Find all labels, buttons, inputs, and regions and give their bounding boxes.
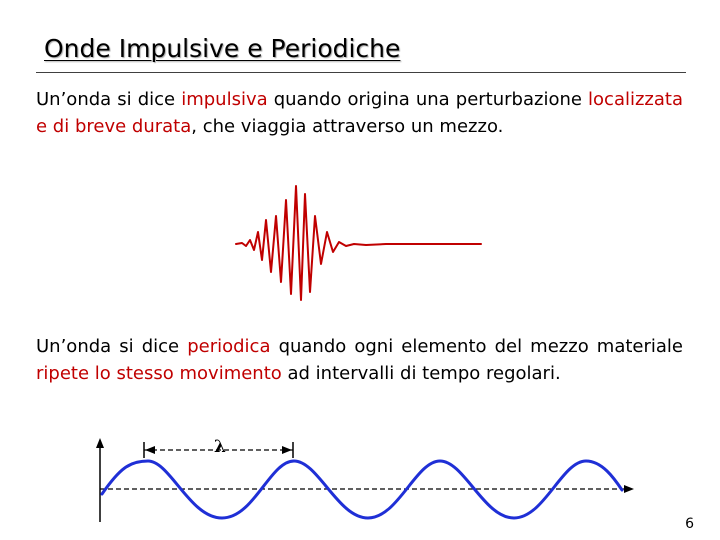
- highlight-phrase-localized: localizzata e di breve durata: [36, 89, 683, 137]
- slide-title: Onde Impulsive e Periodiche: [44, 34, 401, 63]
- wavelength-label: λ: [214, 437, 226, 457]
- paragraph-text: quando origina una perturbazione: [267, 89, 589, 110]
- impulsive-wave-paragraph: [36, 86, 683, 140]
- title-divider: [36, 72, 686, 73]
- wavelength-arrowhead-left-icon: [145, 446, 155, 454]
- periodic-wave-paragraph: [36, 333, 683, 387]
- highlight-term-periodica: periodica: [187, 336, 271, 357]
- highlight-term-impulsiva: impulsiva: [181, 89, 268, 110]
- x-axis-arrowhead-icon: [624, 485, 634, 493]
- impulse-wave-curve: [236, 186, 481, 300]
- paragraph-text: ad intervalli di tempo regolari.: [281, 363, 561, 384]
- highlight-phrase-repeats: ripete lo stesso movimento: [36, 363, 282, 384]
- y-axis-arrowhead-icon: [96, 438, 104, 448]
- page-number: 6: [685, 516, 694, 532]
- periodic-wave-diagram: [90, 432, 650, 528]
- wavelength-arrowhead-right-icon: [282, 446, 292, 454]
- impulse-wave-diagram: [226, 176, 488, 306]
- paragraph-text: quando ogni elemento del mezzo materiale: [270, 336, 683, 357]
- paragraph-text: Un’onda si dice: [36, 336, 188, 357]
- paragraph-text: , che viaggia attraverso un mezzo.: [191, 116, 504, 137]
- paragraph-text: Un’onda si dice: [36, 89, 182, 110]
